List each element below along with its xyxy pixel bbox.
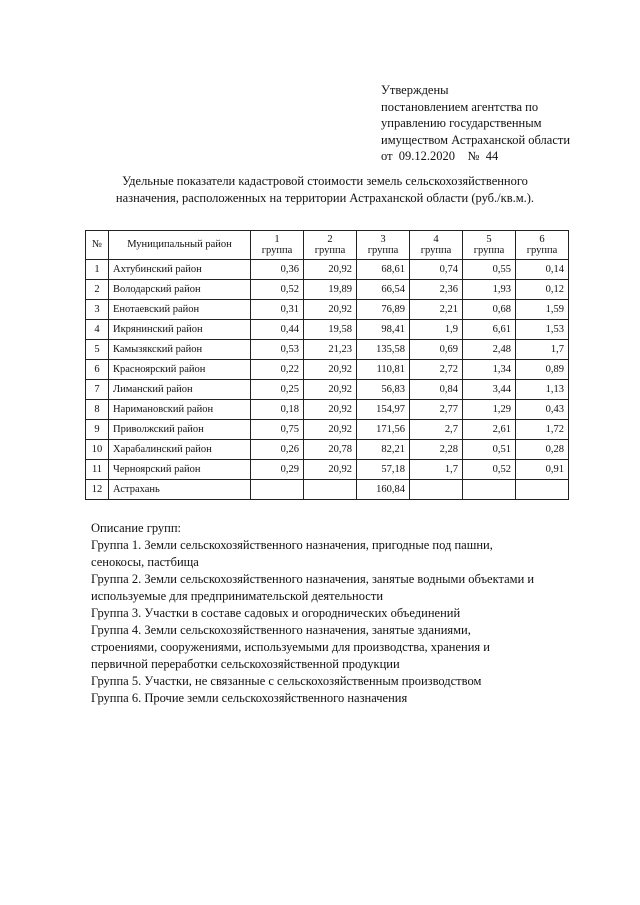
group-4-value: 2,21 (410, 300, 463, 320)
group-6-value: 1,7 (516, 340, 569, 360)
district-name: Камызякский район (109, 340, 251, 360)
table-row (86, 420, 569, 440)
group-4-value: 1,7 (410, 460, 463, 480)
group-2-value: 20,92 (304, 420, 357, 440)
group-2-value: 20,92 (304, 260, 357, 280)
group-number: 3 (380, 234, 386, 245)
group-5-value: 2,48 (463, 340, 516, 360)
group-3-value: 135,58 (357, 340, 410, 360)
district-name: Икрянинский район (109, 320, 251, 340)
description-line: Группа 5. Участки, не связанные с сельскохозяйственным производством (91, 674, 482, 688)
group-1-value: 0,52 (251, 280, 304, 300)
group-1-value: 0,44 (251, 320, 304, 340)
group-4-value: 0,69 (410, 340, 463, 360)
group-2-value: 20,92 (304, 460, 357, 480)
group-label: группа (314, 245, 346, 256)
group-5-value: 0,55 (463, 260, 516, 280)
group-4-value (410, 480, 463, 500)
group-6-value: 0,43 (516, 400, 569, 420)
description-line: Группа 2. Земли сельскохозяйственного назначения, занятые водными объектами и (91, 572, 535, 586)
table-row (86, 360, 569, 380)
header-group-3 (357, 231, 410, 260)
group-4-value: 0,74 (410, 260, 463, 280)
group-1-value: 0,18 (251, 400, 304, 420)
row-number: 4 (86, 320, 109, 340)
row-number: 5 (86, 340, 109, 360)
group-1-value: 0,29 (251, 460, 304, 480)
approval-date-number: от 09.12.2020 № 44 (381, 149, 499, 163)
district-name: Володарский район (109, 280, 251, 300)
group-label: группа (526, 245, 558, 256)
group-4-value: 2,72 (410, 360, 463, 380)
district-name: Красноярский район (109, 360, 251, 380)
group-6-value: 1,53 (516, 320, 569, 340)
description-line: Группа 6. Прочие земли сельскохозяйственного назначения (91, 691, 408, 705)
group-5-value: 1,93 (463, 280, 516, 300)
group-5-value: 2,61 (463, 420, 516, 440)
group-5-value (463, 480, 516, 500)
row-number: 7 (86, 380, 109, 400)
group-5-value: 0,68 (463, 300, 516, 320)
description-line: Группа 4. Земли сельскохозяйственного назначения, занятые зданиями, (91, 623, 471, 637)
group-3-value: 76,89 (357, 300, 410, 320)
group-1-value: 0,25 (251, 380, 304, 400)
group-3-value: 110,81 (357, 360, 410, 380)
group-6-value: 0,91 (516, 460, 569, 480)
group-4-value: 2,7 (410, 420, 463, 440)
group-2-value: 19,89 (304, 280, 357, 300)
group-label: группа (420, 245, 452, 256)
approval-line: управлению государственным (381, 116, 542, 130)
group-number: 6 (539, 234, 545, 245)
header-group-5 (463, 231, 516, 260)
header-group-4 (410, 231, 463, 260)
district-name: Лиманский район (109, 380, 251, 400)
table-row (86, 300, 569, 320)
table-row (86, 260, 569, 280)
description-line: первичной переработки сельскохозяйственной продукции (91, 657, 400, 671)
cadastral-value-table (85, 230, 569, 500)
group-5-value: 0,52 (463, 460, 516, 480)
table-header-row (86, 231, 569, 260)
group-1-value: 0,31 (251, 300, 304, 320)
district-name: Ахтубинский район (109, 260, 251, 280)
row-number: 2 (86, 280, 109, 300)
title-line: Удельные показатели кадастровой стоимости земель сельскохозяйственного (122, 174, 528, 188)
group-number: 5 (486, 234, 492, 245)
group-6-value (516, 480, 569, 500)
group-1-value: 0,36 (251, 260, 304, 280)
group-3-value: 171,56 (357, 420, 410, 440)
description-line: Группа 1. Земли сельскохозяйственного назначения, пригодные под пашни, (91, 538, 493, 552)
group-1-value: 0,75 (251, 420, 304, 440)
row-number: 9 (86, 420, 109, 440)
group-number: 2 (327, 234, 333, 245)
group-5-value: 3,44 (463, 380, 516, 400)
row-number: 6 (86, 360, 109, 380)
table-row (86, 480, 569, 500)
row-number: 3 (86, 300, 109, 320)
group-6-value: 1,72 (516, 420, 569, 440)
document-title (60, 173, 590, 207)
group-5-value: 0,51 (463, 440, 516, 460)
group-label: группа (261, 245, 293, 256)
row-number: 12 (86, 480, 109, 500)
header-district: Муниципальный район (109, 231, 251, 260)
group-6-value: 0,28 (516, 440, 569, 460)
district-name: Приволжский район (109, 420, 251, 440)
group-3-value: 154,97 (357, 400, 410, 420)
table-row (86, 320, 569, 340)
group-number: 4 (433, 234, 439, 245)
group-3-value: 98,41 (357, 320, 410, 340)
group-3-value: 68,61 (357, 260, 410, 280)
table-row (86, 400, 569, 420)
header-group-6 (516, 231, 569, 260)
approval-line: постановлением агентства по (381, 99, 539, 114)
group-6-value: 0,14 (516, 260, 569, 280)
table-row (86, 340, 569, 360)
table-row (86, 460, 569, 480)
group-descriptions (91, 520, 631, 707)
description-line: Группа 3. Участки в составе садовых и огороднических объединений (91, 606, 461, 620)
row-number: 11 (86, 460, 109, 480)
group-3-value: 57,18 (357, 460, 410, 480)
row-number: 8 (86, 400, 109, 420)
description-line: используемые для предпринимательской деятельности (91, 589, 384, 603)
group-1-value: 0,53 (251, 340, 304, 360)
description-line: сенокосы, пастбища (91, 555, 199, 569)
description-line: строениями, сооружениями, используемыми для производства, хранения и (91, 640, 490, 654)
approval-line: Утверждены (381, 83, 449, 97)
district-name: Харабалинский район (109, 440, 251, 460)
header-num: № (86, 231, 109, 260)
group-4-value: 0,84 (410, 380, 463, 400)
group-5-value: 1,34 (463, 360, 516, 380)
group-4-value: 1,9 (410, 320, 463, 340)
group-2-value: 20,92 (304, 300, 357, 320)
group-2-value: 20,92 (304, 400, 357, 420)
group-5-value: 1,29 (463, 400, 516, 420)
group-6-value: 1,59 (516, 300, 569, 320)
group-1-value: 0,22 (251, 360, 304, 380)
group-2-value: 20,92 (304, 360, 357, 380)
row-number: 1 (86, 260, 109, 280)
group-3-value: 160,84 (357, 480, 410, 500)
approval-block (381, 82, 621, 165)
district-name: Черноярский район (109, 460, 251, 480)
group-3-value: 82,21 (357, 440, 410, 460)
group-2-value: 21,23 (304, 340, 357, 360)
district-name: Енотаевский район (109, 300, 251, 320)
table-row (86, 440, 569, 460)
district-name: Астрахань (109, 480, 251, 500)
descriptions-heading: Описание групп: (91, 521, 182, 535)
title-line: назначения, расположенных на территории Астраханской области (руб./кв.м.). (115, 191, 535, 205)
group-2-value: 20,78 (304, 440, 357, 460)
group-label: группа (367, 245, 399, 256)
group-5-value: 6,61 (463, 320, 516, 340)
header-group-1 (251, 231, 304, 260)
group-4-value: 2,77 (410, 400, 463, 420)
group-number: 1 (274, 234, 280, 245)
group-1-value (251, 480, 304, 500)
group-3-value: 66,54 (357, 280, 410, 300)
table-row (86, 280, 569, 300)
group-6-value: 0,12 (516, 280, 569, 300)
group-2-value: 19,58 (304, 320, 357, 340)
group-6-value: 1,13 (516, 380, 569, 400)
table-row (86, 380, 569, 400)
group-3-value: 56,83 (357, 380, 410, 400)
header-group-2 (304, 231, 357, 260)
district-name: Наримановский район (109, 400, 251, 420)
group-label: группа (473, 245, 505, 256)
row-number: 10 (86, 440, 109, 460)
group-1-value: 0,26 (251, 440, 304, 460)
approval-line: имуществом Астраханской области (381, 132, 571, 147)
group-6-value: 0,89 (516, 360, 569, 380)
group-4-value: 2,36 (410, 280, 463, 300)
group-2-value: 20,92 (304, 380, 357, 400)
group-2-value (304, 480, 357, 500)
group-4-value: 2,28 (410, 440, 463, 460)
